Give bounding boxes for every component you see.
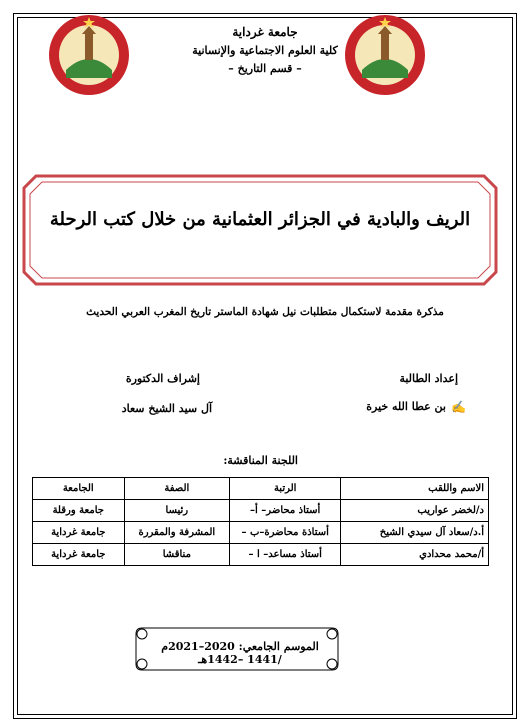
- university-name: جامعة غرداية: [232, 25, 298, 39]
- cell-role: رئيسا: [124, 500, 230, 522]
- thesis-memo: مذكرة مقدمة لاستكمال متطلبات نيل شهادة الماستر تاريخ المغرب العربي الحديث: [86, 306, 444, 318]
- cell-university: جامعة غرداية: [33, 522, 125, 544]
- header-name: الاسم واللقب: [341, 478, 489, 500]
- table-row: [33, 544, 489, 566]
- committee-label: اللجنة المناقشة:: [223, 454, 298, 467]
- cell-rank: أستاذة محاضرة–ب –: [230, 522, 341, 544]
- department-name: – قسم التاريخ –: [228, 62, 302, 75]
- cell-role: مناقشا: [124, 544, 230, 566]
- cell-rank: أستاذ محاضر– أ–: [230, 500, 341, 522]
- supervisor-name: آل سيد الشيخ سعاد: [121, 402, 212, 415]
- pen-icon: ✍: [451, 400, 466, 414]
- thesis-title: الريف والبادية في الجزائر العثمانية من خلال كتب الرحلة: [49, 209, 471, 230]
- table-row: [33, 522, 489, 544]
- cell-university: جامعة ورقلة: [33, 500, 125, 522]
- cell-rank: أستاذ مساعد– ا –: [230, 544, 341, 566]
- cell-role: المشرفة والمقررة: [124, 522, 230, 544]
- header-role: الصفة: [124, 478, 230, 500]
- header-rank: الرتبة: [230, 478, 341, 500]
- academic-year: الموسم الجامعي: 2020–2021م /1441 –1442هـ: [161, 640, 319, 666]
- header-university: الجامعة: [33, 478, 125, 500]
- supervisor-label: إشراف الدكتورة: [125, 372, 200, 385]
- university-logo-left: [46, 12, 132, 98]
- table-row: [33, 500, 489, 522]
- student-label: إعداد الطالبة: [399, 372, 458, 385]
- university-header: [150, 22, 380, 78]
- committee-table: [32, 477, 489, 566]
- page-border-inner: [17, 17, 513, 715]
- student-name: بن عطا الله خيرة: [366, 400, 446, 413]
- cell-name: د/لخضر عواريب: [341, 500, 489, 522]
- cell-university: جامعة غرداية: [33, 544, 125, 566]
- table-header-row: [33, 478, 489, 500]
- faculty-name: كلية العلوم الاجتماعية والإنسانية: [192, 44, 338, 57]
- cell-name: أ/محمد محدادي: [341, 544, 489, 566]
- cell-name: أ.د/سعاد آل سيدي الشيخ: [341, 522, 489, 544]
